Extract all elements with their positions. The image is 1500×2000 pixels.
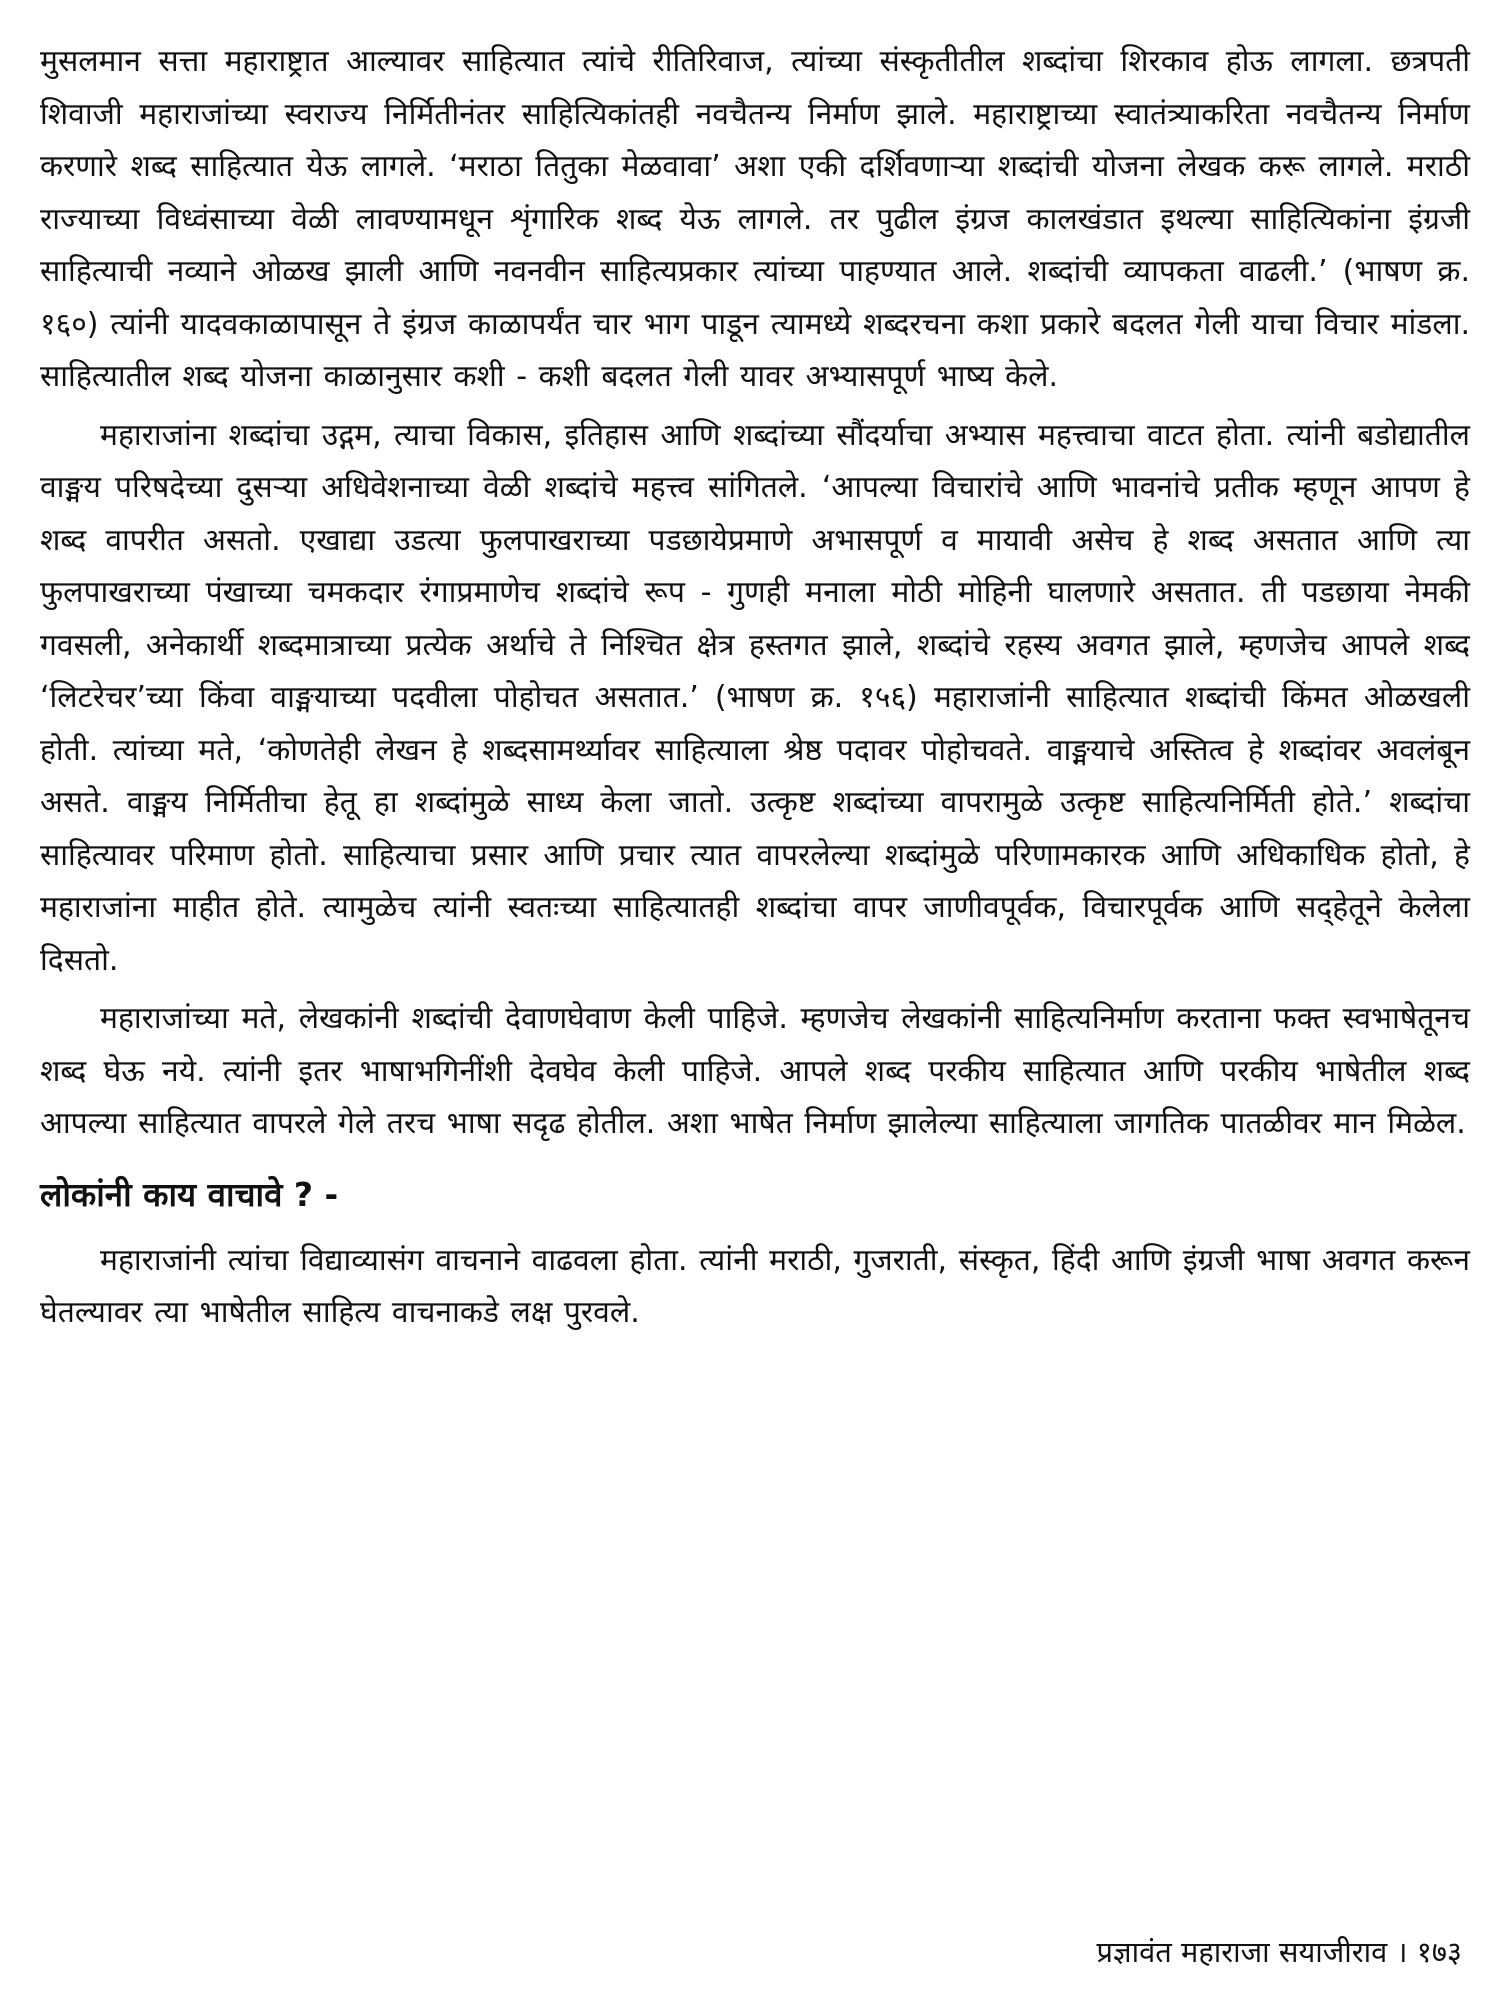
paragraph-3: महाराजांच्या मते, लेखकांनी शब्दांची देवाणघेवाण केली पाहिजे. म्हणजेच लेखकांनी साहित्यनिर्माण करताना फक्त स्वभाषेतूनच शब्द घेऊ नये. त्यांनी इतर भाषाभगिनींशी देवघेव केली पाहिजे. आपले शब्द परकीय साहित्यात आणि परकीय भाषेतील शब्द आपल्या साहित्यात वापरले गेले तरच भाषा सदृढ होतील. अशा भाषेत निर्माण झालेल्या साहित्याला जागतिक पातळीवर मान मिळेल. [40, 1001, 1470, 1141]
page-footer [1097, 1932, 1463, 1972]
paragraph-1: मुसलमान सत्ता महाराष्ट्रात आल्यावर साहित्यात त्यांचे रीतिरिवाज, त्यांच्या संस्कृतीतील शब्दांचा शिरकाव होऊ लागला. छत्रपती शिवाजी महाराजांच्या स्वराज्य निर्मितीनंतर साहित्यिकांतही नवचैतन्य निर्माण झाले. महाराष्ट्राच्या स्वातंत्र्याकरिता नवचैतन्य निर्माण करणारे शब्द साहित्यात येऊ लागले. ‘मराठा तितुका मेळवावा’ अशा एकी दर्शिवणाऱ्या शब्दांची योजना लेखक करू लागले. मराठी राज्याच्या विध्वंसाच्या वेळी लावण्यामधून शृंगारिक शब्द येऊ लागले. तर पुढील इंग्रज कालखंडात इथल्या साहित्यिकांना इंग्रजी साहित्याची नव्याने ओळख झाली आणि नवनवीन साहित्यप्रकार त्यांच्या पाहण्यात आले. शब्दांची व्यापकता वाढली.’ (भाषण क्र. १६०) त्यांनी यादवकाळापासून ते इंग्रज काळापर्यंत चार भाग पाडून त्यामध्ये शब्दरचना कशा प्रकारे बदलत गेली याचा विचार मांडला. साहित्यातील शब्द योजना काळानुसार कशी - कशी बदलत गेली यावर अभ्यासपूर्ण भाष्य केले. [40, 44, 1470, 394]
footer-page-number: १७३ [1416, 1935, 1462, 1969]
paragraph-2: महाराजांना शब्दांचा उद्गम, त्याचा विकास, इतिहास आणि शब्दांच्या सौंदर्याचा अभ्यास महत्त्वाचा वाटत होता. त्यांनी बडोद्यातील वाङ्मय परिषदेच्या दुसऱ्या अधिवेशनाच्या वेळी शब्दांचे महत्त्व सांगितले. ‘आपल्या विचारांचे आणि भावनांचे प्रतीक म्हणून आपण हे शब्द वापरीत असतो. एखाद्या उडत्या फुलपाखराच्या पडछायेप्रमाणे अभासपूर्ण व मायावी असेच हे शब्द असतात आणि त्या फुलपाखराच्या पंखाच्या चमकदार रंगाप्रमाणेच शब्दांचे रूप - गुणही मनाला मोठी मोहिनी घालणारे असतात. ती पडछाया नेमकी गवसली, अनेकार्थी शब्दमात्राच्या प्रत्येक अर्थाचे ते निश्चित क्षेत्र हस्तगत झाले, शब्दांचे रहस्य अवगत झाले, म्हणजेच आपले शब्द ‘लिटरेचर’च्या किंवा वाङ्मयाच्या पदवीला पोहोचत असतात.’ (भाषण क्र. १५६) महाराजांनी साहित्यात शब्दांची किंमत ओळखली होती. त्यांच्या मते, ‘कोणतेही लेखन हे शब्दसामर्थ्यावर साहित्याला श्रेष्ठ पदावर पोहोचवते. वाङ्मयाचे अस्तित्व हे शब्दांवर अवलंबून असते. वाङ्मय निर्मितीचा हेतू हा शब्दांमुळे साध्य केला जातो. उत्कृष्ट शब्दांच्या वापरामुळे उत्कृष्ट साहित्यनिर्मिती होते.’ शब्दांचा साहित्यावर परिमाण होतो. साहित्याचा प्रसार आणि प्रचार त्यात वापरलेल्या शब्दांमुळे परिणामकारक आणि अधिकाधिक होतो, हे महाराजांना माहीत होते. त्यामुळेच त्यांनी स्वतःच्या साहित्यातही शब्दांचा वापर जाणीवपूर्वक, विचारपूर्वक आणि सद्हेतूने केलेला दिसतो. [40, 417, 1470, 978]
page-content [40, 36, 1470, 1976]
paragraph-4: महाराजांनी त्यांचा विद्याव्यासंग वाचनाने वाढवला होता. त्यांनी मराठी, गुजराती, संस्कृत, हिंदी आणि इंग्रजी भाषा अवगत करून घेतल्यावर त्या भाषेतील साहित्य वाचनाकडे लक्ष पुरवले. [40, 1242, 1470, 1330]
footer-book-title: प्रज्ञावंत महाराजा सयाजीराव [1096, 1935, 1388, 1969]
footer-separator: । [1396, 1935, 1408, 1969]
section-heading: लोकांनी काय वाचावे ? - [40, 1174, 339, 1214]
